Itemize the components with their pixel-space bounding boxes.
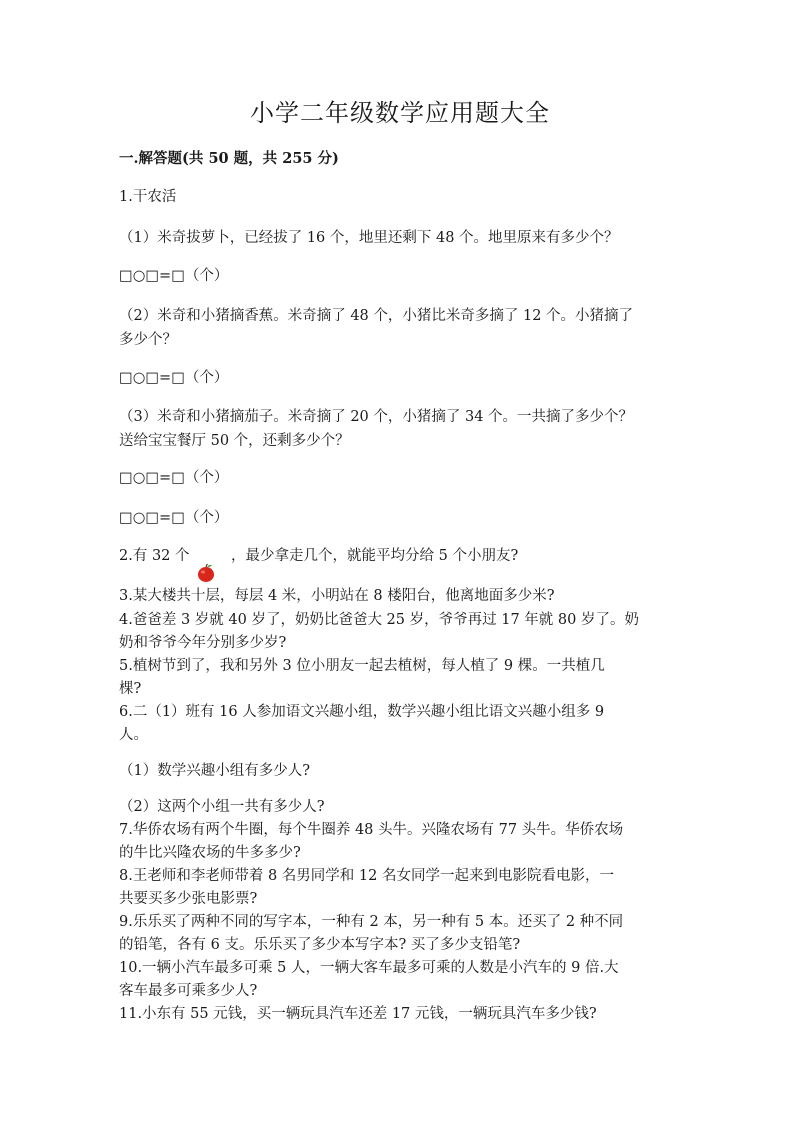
question-1-part-3: （3）米奇和小猪摘茄子。米奇摘了 20 个，小猪摘了 34 个。一共摘了多少个？	[119, 409, 634, 425]
question-2-end: ，最少拿走几个，就能平均分给 5 个小朋友?	[231, 548, 519, 564]
question-5: 5.植树节到了，我和另外 3 位小朋友一起去植树，每人植了 9 棵。一共植几	[119, 658, 605, 674]
question-8-cont: 共要买多少张电影票?	[119, 891, 258, 907]
question-7-cont: 的牛比兴隆农场的牛多多少?	[119, 845, 301, 861]
question-1-part-1: （1）米奇拔萝卜，已经拔了 16 个，地里还剩下 48 个。地里原来有多少个？	[119, 230, 619, 246]
question-6-part-2: （2）这两个小组一共有多少人?	[119, 799, 325, 815]
question-8: 8.王老师和李老师带着 8 名男同学和 12 名女同学一起来到电影院看电影，一	[119, 868, 614, 884]
question-4: 4.爸爸差 3 岁就 40 岁了，奶奶比爸爸大 25 岁，爷爷再过 17 年就 80 岁了。奶	[119, 612, 639, 628]
answer-blank: □○□=□（个）	[119, 470, 229, 486]
question-6-part-1: （1）数学兴趣小组有多少人?	[119, 763, 310, 779]
answer-blank: □○□=□（个）	[119, 510, 229, 526]
question-4-cont: 奶和爷爷今年分别多少岁?	[119, 635, 287, 651]
question-6-cont: 人。	[119, 727, 148, 743]
question-10: 10.一辆小汽车最多可乘 5 人，一辆大客车最多可乘的人数是小汽车的 9 倍.大	[119, 960, 619, 976]
question-1-title: 1.干农活	[119, 189, 177, 205]
page-title: 小学二年级数学应用题大全	[250, 99, 550, 127]
question-6: 6.二（1）班有 16 人参加语文兴趣小组，数学兴趣小组比语文兴趣小组多 9	[119, 704, 605, 720]
question-9-cont: 的铅笔，各有 6 支。乐乐买了多少本写字本? 买了多少支铅笔?	[119, 937, 521, 953]
apple-icon	[196, 563, 216, 583]
question-10-cont: 客车最多可乘多少人?	[119, 983, 258, 999]
question-1-part-2: （2）米奇和小猪摘香蕉。米奇摘了 48 个，小猪比米奇多摘了 12 个。小猪摘了	[119, 308, 634, 324]
question-3: 3.某大楼共十层，每层 4 米，小明站在 8 楼阳台，他离地面多少米?	[119, 588, 555, 604]
section-header: 一.解答题(共 50 题，共 255 分)	[119, 150, 339, 167]
question-1-part-2-cont: 多少个？	[119, 332, 177, 348]
answer-blank: □○□=□（个）	[119, 370, 229, 386]
question-1-part-3-cont: 送给宝宝餐厅 50 个，还剩多少个？	[119, 433, 350, 449]
question-7: 7.华侨农场有两个牛圈，每个牛圈养 48 头牛。兴隆农场有 77 头牛。华侨农场	[119, 822, 624, 838]
question-5-cont: 棵?	[119, 681, 142, 697]
question-2-start: 2.有 32 个	[119, 548, 190, 564]
answer-blank: □○□=□（个）	[119, 268, 229, 284]
question-9: 9.乐乐买了两种不同的写字本，一种有 2 本，另一种有 5 本。还买了 2 种不同	[119, 914, 624, 930]
question-11: 11.小东有 55 元钱，买一辆玩具汽车还差 17 元钱，一辆玩具汽车多少钱?	[119, 1006, 597, 1022]
